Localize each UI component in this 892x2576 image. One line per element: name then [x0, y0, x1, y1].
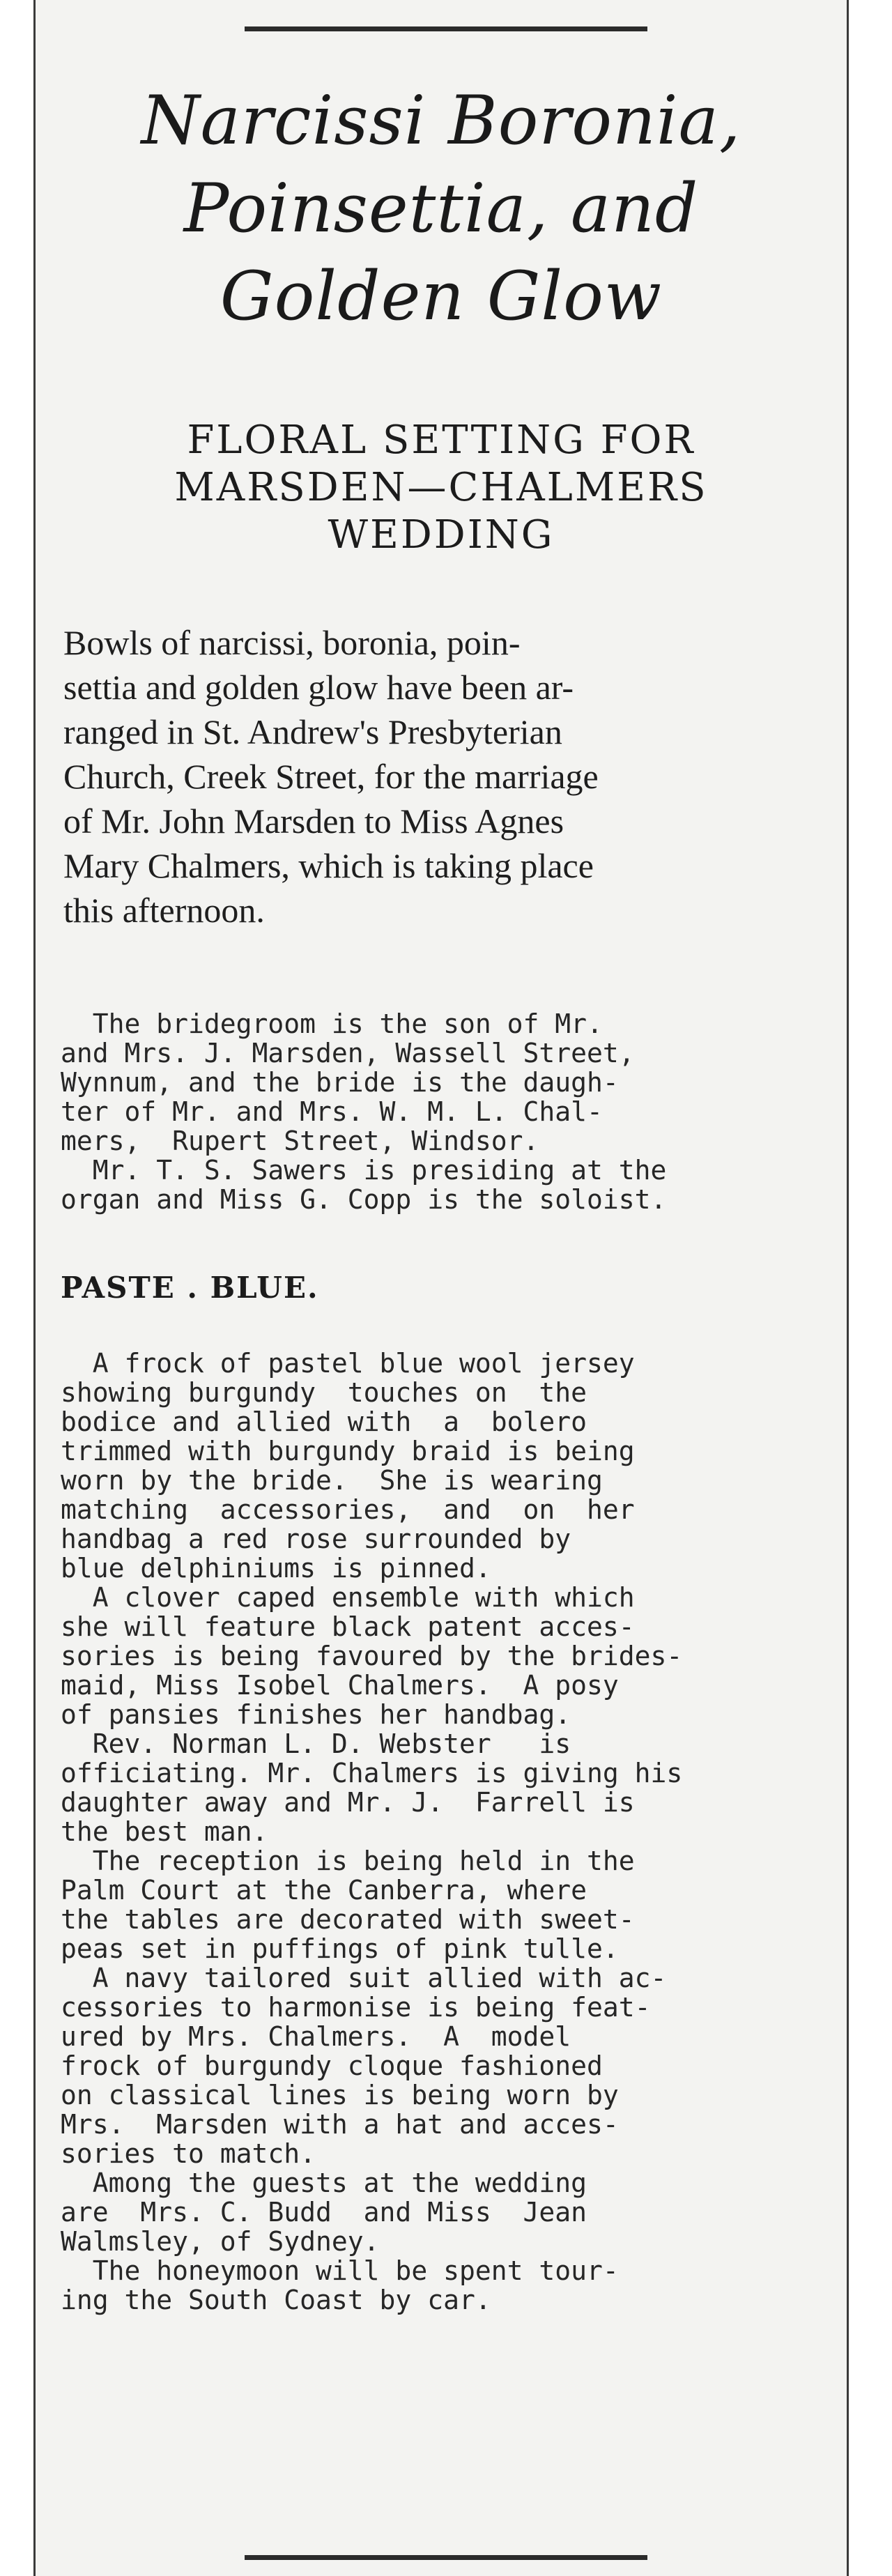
- newspaper-clipping: [33, 0, 849, 2576]
- headline-line: Narcissi Boronia,: [141, 82, 741, 160]
- body-line: Walmsley, of Sydney.: [61, 2226, 380, 2257]
- body-line: sories is being favoured by the brides-: [61, 1641, 683, 1671]
- headline: [36, 77, 847, 340]
- body-line: mers, Rupert Street, Windsor.: [61, 1126, 539, 1156]
- body-line: showing burgundy touches on the: [61, 1377, 587, 1408]
- body-line: blue delphiniums is pinned.: [61, 1553, 491, 1584]
- lede-line: Church, Creek Street, for the marriage: [63, 757, 599, 796]
- body-line: The honeymoon will be spent tour-: [61, 2255, 619, 2286]
- lede-line: of Mr. John Marsden to Miss Agnes: [63, 802, 564, 841]
- body-line: The reception is being held in the: [61, 1846, 635, 1876]
- body-line: she will feature black patent acces-: [61, 1611, 635, 1642]
- body-line: sories to match.: [61, 2138, 316, 2169]
- body-line: Mr. T. S. Sawers is presiding at the: [61, 1155, 667, 1186]
- body-line: bodice and allied with a bolero: [61, 1406, 587, 1437]
- body-line: Rev. Norman L. D. Webster is: [61, 1728, 571, 1759]
- body-line: ing the South Coast by car.: [61, 2285, 491, 2315]
- body-line: the tables are decorated with sweet-: [61, 1904, 635, 1935]
- body-line: matching accessories, and on her: [61, 1494, 635, 1525]
- body-line: handbag a red rose surrounded by: [61, 1524, 571, 1554]
- body-line: cessories to harmonise is being feat-: [61, 1992, 651, 2023]
- body-line: A frock of pastel blue wool jersey: [61, 1348, 635, 1379]
- body-line: ter of Mr. and Mrs. W. M. L. Chal-: [61, 1096, 603, 1127]
- body-line: on classical lines is being worn by: [61, 2080, 619, 2110]
- body-line: A clover caped ensemble with which: [61, 1582, 635, 1613]
- lede-line: this afternoon.: [63, 891, 265, 930]
- body-line: the best man.: [61, 1816, 268, 1847]
- lede-line: settia and golden glow have been ar-: [63, 668, 574, 707]
- body-line: maid, Miss Isobel Chalmers. A posy: [61, 1670, 619, 1701]
- lede-paragraph: [63, 620, 817, 933]
- body-line: Mrs. Marsden with a hat and acces-: [61, 2109, 619, 2140]
- lede-line: Bowls of narcissi, boronia, poin-: [63, 623, 521, 662]
- bottom-rule: [245, 2555, 647, 2560]
- body-line: worn by the bride. She is wearing: [61, 1465, 603, 1496]
- headline-line: Golden Glow: [220, 257, 663, 335]
- top-rule: [245, 26, 647, 31]
- body-line: Wynnum, and the bride is the daugh-: [61, 1067, 619, 1098]
- body-line: ured by Mrs. Chalmers. A model: [61, 2021, 571, 2052]
- body-line: of pansies finishes her handbag.: [61, 1699, 571, 1730]
- subheadline: [36, 417, 847, 559]
- body-line: A navy tailored suit allied with ac-: [61, 1963, 667, 1993]
- body-paragraph-dress: [61, 1349, 820, 2315]
- body-line: Palm Court at the Canberra, where: [61, 1875, 587, 1906]
- headline-line: Poinsettia, and: [183, 169, 699, 247]
- body-line: frock of burgundy cloque fashioned: [61, 2050, 603, 2081]
- body-line: peas set in puffings of pink tulle.: [61, 1933, 619, 1964]
- body-line: organ and Miss G. Copp is the soloist.: [61, 1184, 667, 1215]
- body-line: The bridegroom is the son of Mr.: [61, 1009, 603, 1039]
- lede-line: Mary Chalmers, which is taking place: [63, 846, 594, 885]
- body-line: trimmed with burgundy braid is being: [61, 1436, 635, 1466]
- body-line: are Mrs. C. Budd and Miss Jean: [61, 2197, 587, 2228]
- subheadline-line: MARSDEN—CHALMERS: [174, 465, 708, 510]
- lede-line: ranged in St. Andrew's Presbyterian: [63, 712, 562, 751]
- subheadline-line: WEDDING: [328, 512, 555, 558]
- subheadline-line: FLORAL SETTING FOR: [187, 417, 695, 463]
- section-heading: PASTE . BLUE.: [61, 1271, 319, 1305]
- body-line: daughter away and Mr. J. Farrell is: [61, 1787, 635, 1818]
- body-paragraph-details: [61, 1009, 820, 1214]
- body-line: and Mrs. J. Marsden, Wassell Street,: [61, 1038, 635, 1068]
- body-line: officiating. Mr. Chalmers is giving his: [61, 1758, 683, 1788]
- body-line: Among the guests at the wedding: [61, 2168, 587, 2198]
